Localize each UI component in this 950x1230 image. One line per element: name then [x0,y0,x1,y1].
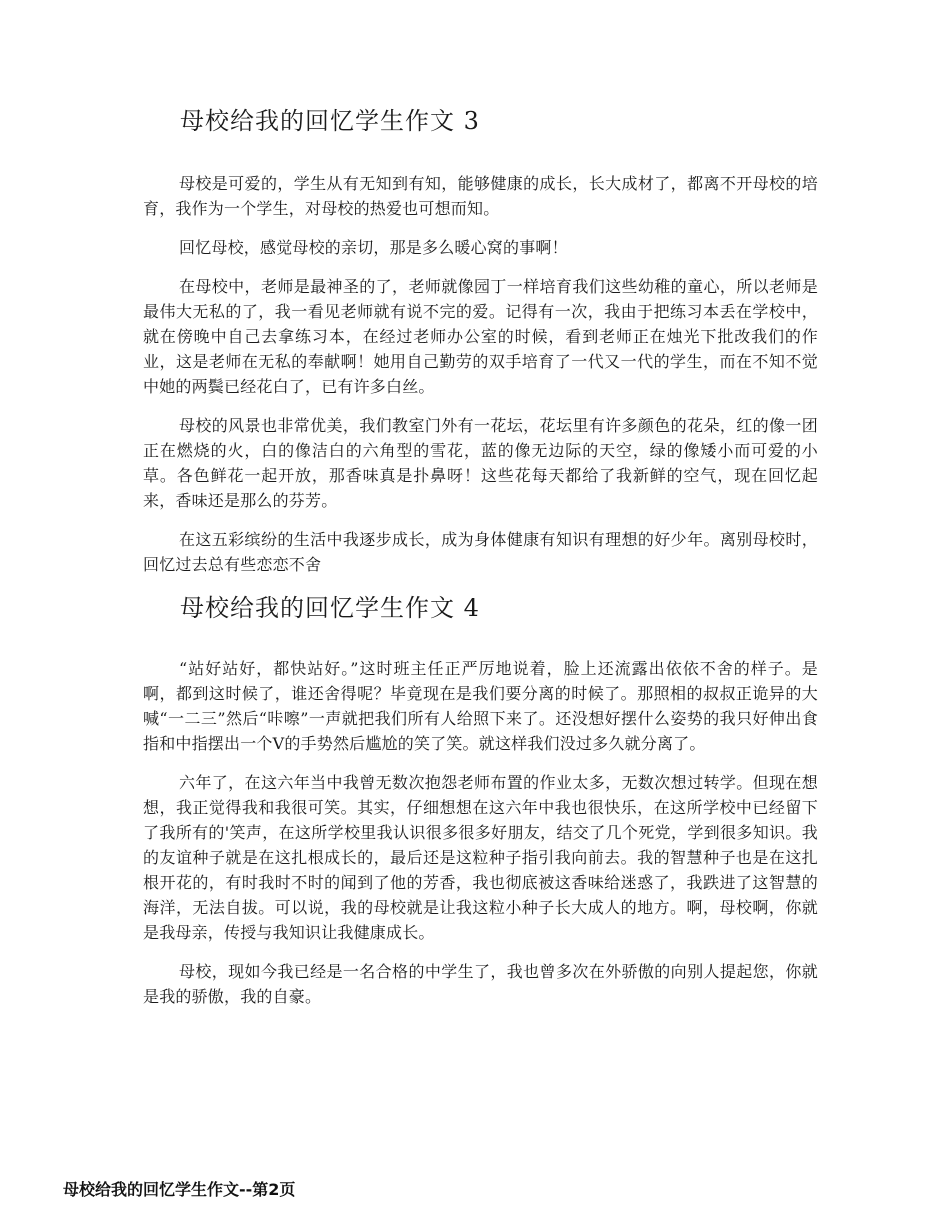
section-title-4: 母校给我的回忆学生作文 4 [180,594,480,622]
paragraph: 六年了，在这六年当中我曾无数次抱怨老师布置的作业太多，无数次想过转学。但现在想想，我正觉得我和我很可笑。其实，仔细想想在这六年中我也很快乐，在这所学校中已经留下了我所有的'笑声，在这所学校里我认识很多很多好朋友，结交了几个死党，学到很多知识。我的友谊种子就是在这扎根成长的，最后还是这粒种子指引我向前去。我的智慧种子也是在这扎根开花的，有时我时不时的闻到了他的芳香，我也彻底被这香味给迷惑了，我跌进了这智慧的海洋，无法自拔。可以说，我的母校就是让我这粒小种子长大成人的地方。啊，母校啊，你就是我母亲，传授与我知识让我健康成长。 [143,773,818,942]
paragraph: 母校，现如今我已经是一名合格的中学生了，我也曾多次在外骄傲的向别人提起您，你就是我的骄傲，我的自豪。 [143,962,818,1006]
paragraph: 母校的风景也非常优美，我们教室门外有一花坛，花坛里有许多颜色的花朵，红的像一团正在燃烧的火，白的像洁白的六角型的雪花，蓝的像无边际的天空，绿的像矮小而可爱的小草。各色鲜花一起开放，那香味真是扑鼻呀！这些花每天都给了我新鲜的空气，现在回忆起来，香味还是那么的芬芳。 [143,416,818,510]
paragraph: 回忆母校，感觉母校的亲切，那是多么暖心窝的事啊！ [179,238,568,257]
document-body [143,100,818,1023]
section-title-3: 母校给我的回忆学生作文 3 [180,107,480,135]
paragraph: 在这五彩缤纷的生活中我逐步成长，成为身体健康有知识有理想的好少年。离别母校时，回忆过去总有些恋恋不舍 [143,530,818,574]
paragraph: 母校是可爱的，学生从有无知到有知，能够健康的成长，长大成材了，都离不开母校的培育，我作为一个学生，对母校的热爱也可想而知。 [143,174,818,218]
paragraph: 在母校中，老师是最神圣的了，老师就像园丁一样培育我们这些幼稚的童心，所以老师是最伟大无私的了，我一看见老师就有说不完的爱。记得有一次，我由于把练习本丢在学校中，就在傍晚中自己去拿练习本，在经过老师办公室的时候，看到老师正在烛光下批改我们的作业，这是老师在无私的奉献啊！她用自己勤劳的双手培育了一代又一代的学生，而在不知不觉中她的两鬓已经花白了，已有许多白丝。 [143,277,818,396]
page-footer: 母校给我的回忆学生作文--第2页 [63,1180,296,1199]
paragraph: “站好站好，都快站好。”这时班主任正严厉地说着，脸上还流露出依依不舍的样子。是啊，都到这时候了，谁还舍得呢？毕竟现在是我们要分离的时候了。那照相的叔叔正诡异的大喊“一二三”然后“咔嚓”一声就把我们所有人给照下来了。还没想好摆什么姿势的我只好伸出食指和中指摆出一个V的手势然后尴尬的笑了笑。就这样我们没过多久就分离了。 [143,659,818,753]
